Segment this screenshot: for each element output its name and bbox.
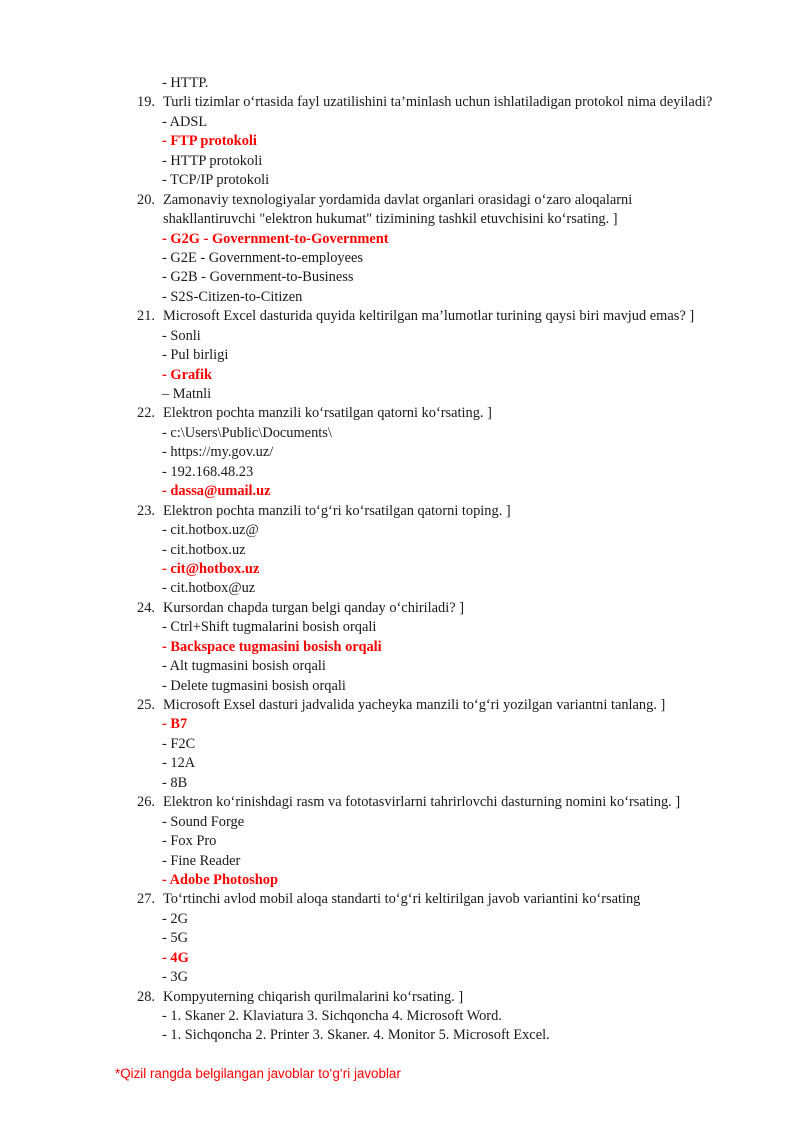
answer-option: - Ctrl+Shift tugmalarini bosish orqali xyxy=(162,619,377,636)
answer-option: - cit.hotbox.uz@ xyxy=(162,522,259,539)
answer-option: – Matnli xyxy=(162,386,212,402)
answer-option-correct: - G2G - Government-to-Government xyxy=(162,230,389,247)
question-line xyxy=(0,793,800,812)
answer-option: - 192.168.48.23 xyxy=(162,463,254,480)
question-text: Microsoft Excel dasturida quyida keltirilgan ma’lumotlar turining qaysi biri mavjud emas? ] xyxy=(163,308,695,325)
question-text: Turli tizimlar o‘rtasida fayl uzatilishini ta’minlash uchun ishlatiladigan protokol nima deyiladi? xyxy=(163,94,713,111)
answer-option-correct: - dassa@umail.uz xyxy=(162,483,271,500)
question-line xyxy=(0,890,800,909)
answer-option: - S2S-Citizen-to-Citizen xyxy=(162,288,303,305)
question-number: 25. xyxy=(137,697,155,713)
question-text: Elektron pochta manzili ko‘rsatilgan qatorni ko‘rsating. ] xyxy=(163,405,492,422)
question-number: 22. xyxy=(137,405,155,422)
answer-option: - Sonli xyxy=(162,327,201,344)
question-text-continued: shakllantiruvchi "elektron hukumat" tizimining tashkil etuvchisini ko‘rsating. ] xyxy=(163,211,618,228)
answer-option: - HTTP protokoli xyxy=(162,152,263,169)
question-line xyxy=(0,988,800,1007)
footnote: *Qizil rangda belgilangan javoblar to‘g‘ri javoblar xyxy=(115,1066,401,1081)
answer-option: - https://my.gov.uz/ xyxy=(162,444,274,461)
answer-option: - Sound Forge xyxy=(162,813,245,830)
answer-option-correct: - cit@hotbox.uz xyxy=(162,560,260,577)
answer-option: - 8B xyxy=(162,774,188,791)
answer-option: - G2B - Government-to-Business xyxy=(162,269,354,286)
answer-option: - 12A xyxy=(162,755,196,772)
question-number: 28. xyxy=(137,988,155,1005)
answer-option: - ADSL xyxy=(162,113,208,130)
answer-option: - 5G xyxy=(162,930,188,947)
answer-option: - 1. Sichqoncha 2. Printer 3. Skaner. 4. Monitor 5. Microsoft Excel. xyxy=(162,1027,550,1044)
answer-option: - F2C xyxy=(162,735,196,752)
question-line xyxy=(0,696,800,715)
answer-option-correct: - B7 xyxy=(162,716,188,733)
question-text: Kompyuterning chiqarish qurilmalarini ko‘rsating. ] xyxy=(163,988,464,1005)
question-text: To‘rtinchi avlod mobil aloqa standarti to‘g‘ri keltirilgan javob variantini ko‘rsating xyxy=(163,891,641,908)
answer-option: - cit.hotbox@uz xyxy=(162,580,256,597)
question-line xyxy=(0,404,800,423)
answer-option: - TCP/IP protokoli xyxy=(162,172,270,189)
question-line xyxy=(0,93,800,112)
answer-option: - 3G xyxy=(162,969,188,986)
answer-option-correct: - 4G xyxy=(162,949,189,966)
question-text: Elektron pochta manzili to‘g‘ri ko‘rsatilgan qatorni toping. ] xyxy=(163,502,511,519)
lead-option: - HTTP. xyxy=(162,75,209,91)
question-number: 19. xyxy=(137,94,155,111)
question-text: Kursordan chapda turgan belgi qanday o‘chiriladi? ] xyxy=(163,599,465,616)
answer-option-correct: - FTP protokoli xyxy=(162,133,257,150)
question-number: 26. xyxy=(137,794,155,811)
answer-option: - c:\Users\Public\Documents\ xyxy=(162,424,332,441)
question-number: 27. xyxy=(137,891,155,908)
answer-option: - Delete tugmasini bosish orqali xyxy=(162,677,346,694)
question-list xyxy=(0,74,800,1046)
answer-option-correct: - Grafik xyxy=(162,366,212,383)
answer-option: - 2G xyxy=(162,910,188,927)
question-number: 21. xyxy=(137,308,155,325)
question-number: 20. xyxy=(137,191,155,208)
answer-option-correct: - Backspace tugmasini bosish orqali xyxy=(162,638,382,655)
answer-option: - Fine Reader xyxy=(162,852,241,869)
question-line xyxy=(0,502,800,521)
question-line xyxy=(0,599,800,618)
answer-option: - Alt tugmasini bosish orqali xyxy=(162,658,326,675)
answer-option: - Pul birligi xyxy=(162,347,229,364)
question-number: 24. xyxy=(137,599,155,616)
question-line xyxy=(0,307,800,326)
question-text: Zamonaviy texnologiyalar yordamida davlat organlari orasidagi o‘zaro aloqalarni xyxy=(163,191,633,208)
question-number: 23. xyxy=(137,502,155,519)
question-text: Microsoft Exsel dasturi jadvalida yacheyka manzili to‘g‘ri yozilgan variantni tanlang. ] xyxy=(163,697,666,713)
answer-option: - G2E - Government-to-employees xyxy=(162,249,364,266)
answer-option-correct: - Adobe Photoshop xyxy=(162,871,278,888)
answer-option: - Fox Pro xyxy=(162,833,217,850)
answer-option: - cit.hotbox.uz xyxy=(162,541,246,558)
question-line xyxy=(0,191,800,210)
question-text: Elektron ko‘rinishdagi rasm va fototasvirlarni tahrirlovchi dasturning nomini ko‘rsating. ] xyxy=(163,794,681,811)
answer-option: - 1. Skaner 2. Klaviatura 3. Sichqoncha 4. Microsoft Word. xyxy=(162,1008,502,1024)
